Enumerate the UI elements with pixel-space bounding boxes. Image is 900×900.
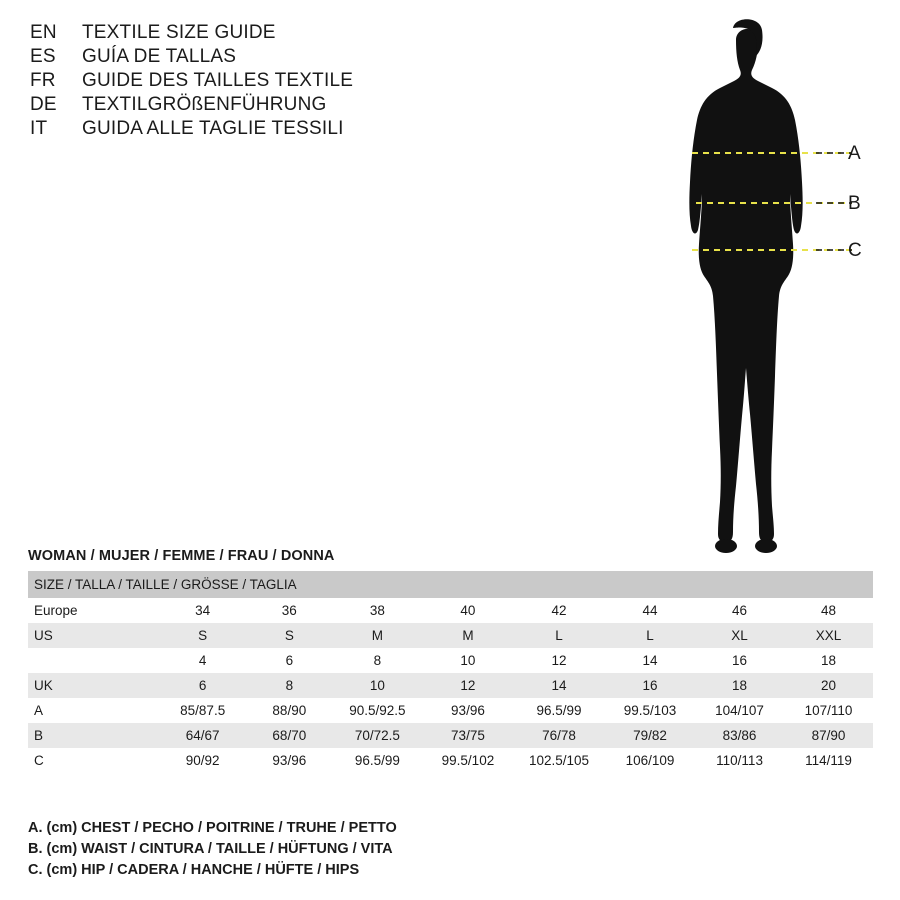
table-row — [28, 648, 873, 673]
size-table — [28, 571, 873, 773]
row-cell: M — [423, 623, 513, 648]
row-cell: 96.5/99 — [332, 748, 423, 773]
row-cell: 38 — [332, 598, 423, 623]
row-cell: 68/70 — [247, 723, 332, 748]
row-cell: 110/113 — [695, 748, 784, 773]
row-cell: 18 — [784, 648, 873, 673]
row-cell: 96.5/99 — [513, 698, 605, 723]
row-label: US — [28, 623, 159, 648]
row-cell: 8 — [332, 648, 423, 673]
table-row — [28, 748, 873, 773]
row-cell: 36 — [247, 598, 332, 623]
row-cell: 64/67 — [159, 723, 247, 748]
table-row — [28, 723, 873, 748]
measure-label-a: A — [848, 143, 861, 164]
row-cell: 8 — [247, 673, 332, 698]
leader-lines — [816, 153, 852, 250]
row-cell: 46 — [695, 598, 784, 623]
row-cell: 90/92 — [159, 748, 247, 773]
title-row-es — [30, 46, 590, 68]
row-cell: 114/119 — [784, 748, 873, 773]
title-block — [30, 22, 590, 142]
row-cell: 42 — [513, 598, 605, 623]
table-header-label: SIZE / TALLA / TAILLE / GRÖSSE / TAGLIA — [28, 571, 873, 598]
row-cell: 10 — [332, 673, 423, 698]
row-cell: 102.5/105 — [513, 748, 605, 773]
row-label: C — [28, 748, 159, 773]
row-cell: XL — [695, 623, 784, 648]
title-lang-fr: FR — [30, 70, 56, 91]
row-label — [28, 648, 159, 673]
row-cell: M — [332, 623, 423, 648]
row-cell: 18 — [695, 673, 784, 698]
title-text-en: TEXTILE SIZE GUIDE — [82, 22, 276, 43]
row-cell: 88/90 — [247, 698, 332, 723]
legend-line-b: B. (cm) WAIST / CINTURA / TAILLE / HÜFTUNG / VITA — [28, 841, 393, 857]
row-cell: 73/75 — [423, 723, 513, 748]
row-label: UK — [28, 673, 159, 698]
row-cell: 99.5/102 — [423, 748, 513, 773]
title-text-it: GUIDA ALLE TAGLIE TESSILI — [82, 118, 344, 139]
row-cell: 4 — [159, 648, 247, 673]
row-cell: XXL — [784, 623, 873, 648]
row-cell: 79/82 — [605, 723, 695, 748]
row-cell: 70/72.5 — [332, 723, 423, 748]
table-row — [28, 598, 873, 623]
row-cell: 12 — [513, 648, 605, 673]
row-label: B — [28, 723, 159, 748]
row-cell: 6 — [159, 673, 247, 698]
table-heading: WOMAN / MUJER / FEMME / FRAU / DONNA — [28, 548, 335, 564]
row-cell: S — [159, 623, 247, 648]
row-label: A — [28, 698, 159, 723]
row-cell: L — [605, 623, 695, 648]
title-lang-es: ES — [30, 46, 56, 67]
legend-line-a: A. (cm) CHEST / PECHO / POITRINE / TRUHE / PETTO — [28, 820, 397, 836]
row-cell: L — [513, 623, 605, 648]
title-lang-en: EN — [30, 22, 57, 43]
row-cell: 83/86 — [695, 723, 784, 748]
table-row — [28, 623, 873, 648]
measure-label-b: B — [848, 193, 861, 214]
table-row — [28, 698, 873, 723]
row-cell: 6 — [247, 648, 332, 673]
row-cell: 14 — [513, 673, 605, 698]
table-header-row — [28, 571, 873, 598]
title-row-fr — [30, 70, 590, 92]
title-text-de: TEXTILGRÖßENFÜHRUNG — [82, 94, 327, 115]
row-label: Europe — [28, 598, 159, 623]
title-row-it — [30, 118, 590, 140]
row-cell: 87/90 — [784, 723, 873, 748]
row-cell: 93/96 — [247, 748, 332, 773]
row-cell: 44 — [605, 598, 695, 623]
row-cell: 12 — [423, 673, 513, 698]
title-text-es: GUÍA DE TALLAS — [82, 46, 237, 67]
row-cell: 48 — [784, 598, 873, 623]
row-cell: 104/107 — [695, 698, 784, 723]
measure-label-c: C — [848, 240, 862, 261]
row-cell: 16 — [605, 673, 695, 698]
size-table-section — [28, 548, 873, 773]
female-silhouette-icon — [640, 18, 890, 563]
row-cell: 16 — [695, 648, 784, 673]
row-cell: 106/109 — [605, 748, 695, 773]
row-cell: 14 — [605, 648, 695, 673]
row-cell: S — [247, 623, 332, 648]
body-figure — [640, 18, 890, 563]
title-text-fr: GUIDE DES TAILLES TEXTILE — [82, 70, 354, 91]
row-cell: 107/110 — [784, 698, 873, 723]
row-cell: 20 — [784, 673, 873, 698]
title-lang-de: DE — [30, 94, 57, 115]
row-cell: 40 — [423, 598, 513, 623]
legend-block — [28, 818, 397, 881]
row-cell: 99.5/103 — [605, 698, 695, 723]
row-cell: 90.5/92.5 — [332, 698, 423, 723]
table-row — [28, 673, 873, 698]
row-cell: 10 — [423, 648, 513, 673]
row-cell: 34 — [159, 598, 247, 623]
row-cell: 93/96 — [423, 698, 513, 723]
row-cell: 76/78 — [513, 723, 605, 748]
title-lang-it: IT — [30, 118, 48, 139]
title-row-de — [30, 94, 590, 116]
title-row-en — [30, 22, 590, 44]
row-cell: 85/87.5 — [159, 698, 247, 723]
legend-line-c: C. (cm) HIP / CADERA / HANCHE / HÜFTE / HIPS — [28, 862, 360, 878]
